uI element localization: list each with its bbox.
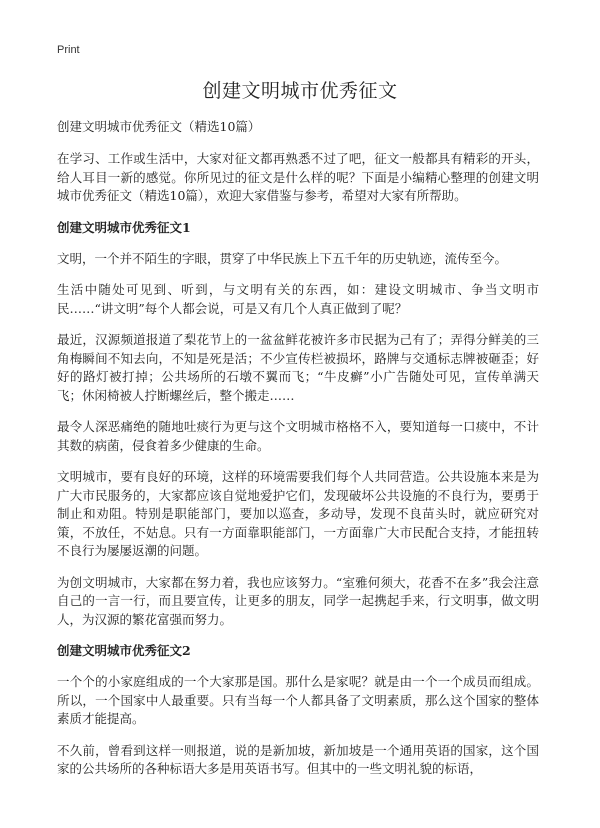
paragraph: 最近，汉源频道报道了梨花节上的一盆盆鲜花被许多市民据为己有了；弄得分鲜美的三角梅瞬间不知去向，不知是死是活；不少宣传栏被损坏，路牌与交通标志牌被砸歪；好好的路灯被打掉；公共场所的石墩不翼而飞；“牛皮癣”小广告随处可见，宣传单满天飞；休闲椅被人拧断螺丝后，整个搬走…… [57, 332, 539, 403]
intro-paragraph: 在学习、工作或生活中，大家对征文都再熟悉不过了吧，征文一般都具有精彩的开头，给人耳目一新的感觉。你所见过的征文是什么样的呢？下面是小编精心整理的创建文明城市优秀征文（精选10篇），欢迎大家借鉴与参考，希望对大家有所帮助。 [57, 151, 539, 203]
article-subtitle: 创建文明城市优秀征文（精选10篇） [57, 119, 261, 134]
section-heading-1: 创建文明城市优秀征文1 [57, 219, 191, 235]
paragraph: 最令人深恶痛绝的随地吐痰行为更与这个文明城市格格不入，要知道每一口痰中，不计其数的病菌，侵食着多少健康的生命。 [57, 419, 539, 453]
paragraph: 文明城市，要有良好的环境，这样的环境需要我们每个人共同营造。公共设施本来是为广大市民服务的，大家都应该自觉地爱护它们，发现破坏公共设施的不良行为，要勇于制止和劝阻。特别是职能部门，要加以巡查，多动导，发现不良苗头时，就应研究对策，不放任，不姑息。只有一方面靠职能部门，一方面靠广大市民配合支持，才能扭转不良行为屡屡返潮的问题。 [57, 469, 539, 558]
paragraph: 不久前，曾看到这样一则报道，说的是新加坡，新加坡是一个通用英语的国家，这个国家的公共场所的各种标语大多是用英语书写。但其中的一些文明礼貌的标语， [57, 742, 539, 776]
print-label[interactable]: Print [57, 44, 80, 56]
paragraph: 为创文明城市，大家都在努力着，我也应该努力。“室雅何须大，花香不在多”我会注意自己的一言一行，而且要宣传，让更多的朋友，同学一起携起手来，行文明事，做文明人，为汉源的繁花富强而努力。 [57, 574, 539, 627]
article-body [57, 118, 539, 792]
paragraph: 一个个的小家庭组成的一个大家那是国。那什么是家呢？就是由一个一个成员而组成。所以，一个国家中人最重要。只有当每一个人都具备了文明素质，那么这个国家的整体素质才能提高。 [57, 674, 539, 726]
section-heading-2: 创建文明城市优秀征文2 [57, 643, 191, 658]
paragraph: 生活中随处可见到、听到，与文明有关的东西，如：建设文明城市、争当文明市民……“讲文明”每个人都会说，可是又有几个人真正做到了呢？ [57, 282, 539, 316]
page-title: 创建文明城市优秀征文 [202, 80, 398, 102]
paragraph: 文明，一个并不陌生的字眼，贯穿了中华民族上下五千年的历史轨迹，流传至今。 [57, 250, 508, 266]
